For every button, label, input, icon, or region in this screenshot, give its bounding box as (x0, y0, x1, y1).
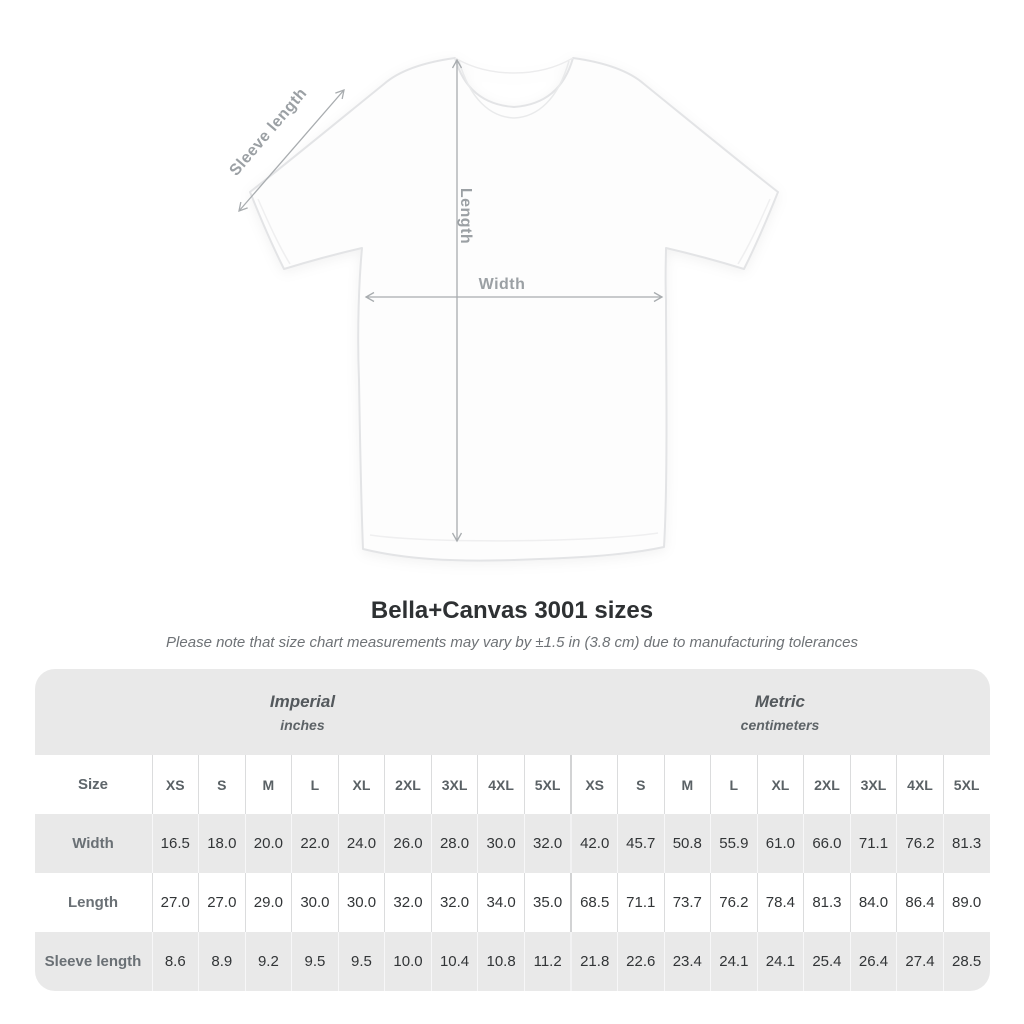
value-cell: 24.0 (338, 814, 385, 873)
value-cell: 20.0 (245, 814, 292, 873)
size-header-metric-xl: XL (757, 755, 804, 814)
value-cell: 27.0 (152, 873, 199, 932)
value-cell: 18.0 (198, 814, 245, 873)
value-cell: 50.8 (664, 814, 711, 873)
value-cell: 9.5 (291, 932, 338, 991)
value-cell: 71.1 (850, 814, 897, 873)
value-cell: 22.0 (291, 814, 338, 873)
value-cell: 21.8 (570, 932, 617, 991)
row-label-width: Width (35, 814, 152, 873)
value-cell: 30.0 (477, 814, 524, 873)
value-cell: 45.7 (617, 814, 664, 873)
tshirt-illustration (250, 58, 778, 561)
value-cell: 32.0 (431, 873, 478, 932)
value-cell: 10.0 (384, 932, 431, 991)
size-header-imperial-4xl: 4XL (477, 755, 524, 814)
value-cell: 27.4 (896, 932, 943, 991)
value-cell: 86.4 (896, 873, 943, 932)
row-width (35, 814, 990, 873)
value-cell: 25.4 (803, 932, 850, 991)
value-cell: 9.2 (245, 932, 292, 991)
size-header-metric-3xl: 3XL (850, 755, 897, 814)
value-cell: 28.5 (943, 932, 990, 991)
value-cell: 24.1 (757, 932, 804, 991)
row-sleeve-length (35, 932, 990, 991)
value-cell: 84.0 (850, 873, 897, 932)
value-cell: 89.0 (943, 873, 990, 932)
width-label: Width (478, 276, 526, 293)
size-header-metric-2xl: 2XL (803, 755, 850, 814)
value-cell: 78.4 (757, 873, 804, 932)
size-header-metric-xs: XS (570, 755, 617, 814)
size-header-metric-s: S (617, 755, 664, 814)
metric-unit-label: centimeters (740, 716, 820, 733)
value-cell: 66.0 (803, 814, 850, 873)
length-label: Length (457, 187, 474, 245)
value-cell: 30.0 (338, 873, 385, 932)
value-cell: 26.4 (850, 932, 897, 991)
size-header-metric-l: L (710, 755, 757, 814)
value-cell: 68.5 (570, 873, 617, 932)
size-header-metric-4xl: 4XL (896, 755, 943, 814)
size-header-metric-5xl: 5XL (943, 755, 990, 814)
size-header-imperial-l: L (291, 755, 338, 814)
value-cell: 11.2 (524, 932, 571, 991)
value-cell: 26.0 (384, 814, 431, 873)
value-cell: 28.0 (431, 814, 478, 873)
value-cell: 32.0 (384, 873, 431, 932)
value-cell: 55.9 (710, 814, 757, 873)
value-cell: 23.4 (664, 932, 711, 991)
value-cell: 30.0 (291, 873, 338, 932)
imperial-unit-label: inches (280, 716, 325, 733)
size-header-imperial-2xl: 2XL (384, 755, 431, 814)
row-label-length: Length (35, 873, 152, 932)
row-length (35, 873, 990, 932)
imperial-band (35, 669, 571, 755)
value-cell: 61.0 (757, 814, 804, 873)
unit-band-row (35, 669, 990, 755)
value-cell: 32.0 (524, 814, 571, 873)
value-cell: 76.2 (710, 873, 757, 932)
size-corner-header: Size (35, 755, 152, 814)
page-title: Bella+Canvas 3001 sizes (370, 597, 654, 624)
size-header-imperial-s: S (198, 755, 245, 814)
value-cell: 73.7 (664, 873, 711, 932)
value-cell: 9.5 (338, 932, 385, 991)
value-cell: 71.1 (617, 873, 664, 932)
value-cell: 29.0 (245, 873, 292, 932)
value-cell: 27.0 (198, 873, 245, 932)
value-cell: 16.5 (152, 814, 199, 873)
value-cell: 34.0 (477, 873, 524, 932)
size-header-metric-m: M (664, 755, 711, 814)
value-cell: 10.4 (431, 932, 478, 991)
value-cell: 42.0 (570, 814, 617, 873)
sizes-header-row (35, 755, 990, 814)
page-subtitle: Please note that size chart measurements may vary by ±1.5 in (3.8 cm) due to manufacturing tolerances (166, 634, 858, 651)
size-header-imperial-m: M (245, 755, 292, 814)
size-header-imperial-xs: XS (152, 755, 199, 814)
value-cell: 35.0 (524, 873, 571, 932)
size-chart-table (35, 669, 990, 991)
metric-band (570, 669, 989, 755)
value-cell: 22.6 (617, 932, 664, 991)
value-cell: 8.9 (198, 932, 245, 991)
size-header-imperial-xl: XL (338, 755, 385, 814)
value-cell: 76.2 (896, 814, 943, 873)
metric-label: Metric (754, 691, 805, 711)
value-cell: 10.8 (477, 932, 524, 991)
row-label-sleeve-length: Sleeve length (35, 932, 152, 991)
value-cell: 81.3 (943, 814, 990, 873)
size-chart-container (35, 669, 990, 991)
value-cell: 24.1 (710, 932, 757, 991)
value-cell: 81.3 (803, 873, 850, 932)
size-header-imperial-3xl: 3XL (431, 755, 478, 814)
sleeve-length-label: Sleeve length (226, 84, 311, 180)
size-header-imperial-5xl: 5XL (524, 755, 571, 814)
value-cell: 8.6 (152, 932, 199, 991)
imperial-label: Imperial (269, 691, 336, 711)
